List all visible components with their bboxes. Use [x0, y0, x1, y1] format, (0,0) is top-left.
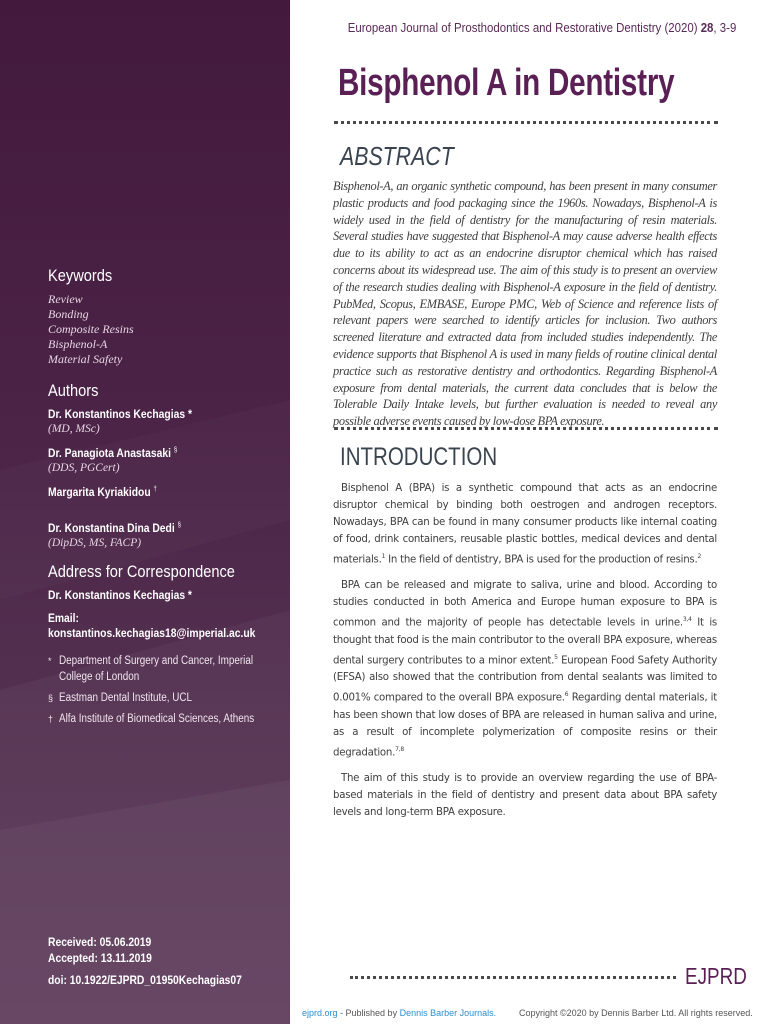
sidebar-content: [48, 266, 278, 732]
affiliation-list: [48, 653, 278, 727]
reference-marker: 3,4: [682, 616, 692, 624]
author-name: Dr. Panagiota Anastasaki §: [48, 446, 178, 460]
reference-marker: 2: [697, 553, 702, 560]
sidebar: [0, 0, 290, 1024]
publisher-link[interactable]: Dennis Barber Journals.: [399, 1008, 497, 1018]
keyword-list: [48, 292, 278, 367]
journal-citation: European Journal of Prosthodontics and Restorative Dentistry (2020) 28, 3-9: [347, 20, 737, 35]
affiliation-item: [48, 711, 278, 727]
abstract-heading: ABSTRACT: [340, 141, 454, 171]
keyword-item: Review: [48, 292, 83, 306]
affiliation-text: Alfa Institute of Biomedical Sciences, Athens: [59, 713, 255, 725]
author-degrees: (MD, MSc): [48, 423, 100, 435]
accepted-date: Accepted: 13.11.2019: [48, 951, 152, 965]
intro-paragraph: Bisphenol A (BPA) is a synthetic compound that acts as an endocrine disruptor chemical by binding both oestrogen and androgen receptors. Nowadays, BPA can be found in many consumer products like internal coating of food, drink containers, reusable plastic bottles, medical devices and dental materials.$^1$ In the field of dentistry, BPA is used for the production of resins.$^2$: [333, 483, 717, 566]
author-name: Dr. Konstantinos Kechagias *: [48, 407, 192, 421]
correspondence-name: Dr. Konstantinos Kechagias *: [48, 588, 192, 602]
title-divider: [334, 121, 718, 124]
keyword-item: Bisphenol-A: [48, 337, 108, 351]
author-name: Margarita Kyriakidou †: [48, 485, 157, 499]
keywords-heading: Keywords: [48, 266, 113, 285]
affiliation-mark: †: [48, 714, 54, 724]
journal-brand: EJPRD: [685, 963, 747, 989]
reference-marker: 7,8: [395, 745, 404, 753]
affiliation-mark: *: [48, 656, 52, 666]
reference-marker: 6: [564, 691, 569, 699]
page-footer: ejprd.org - Published by Dennis Barber Journals. Copyright ©2020 by Dennis Barber Ltd. All rights reserved.: [302, 1008, 753, 1018]
email-label: Email:: [48, 611, 79, 625]
abstract-text: Bisphenol-A, an organic synthetic compound, has been present in many consumer plastic products and food packaging since the 1960s. Nowadays, Bisphenol-A is widely used in the field of dentistry for the manufacturing of resin materials. Several studies have suggested that Bisphenol-A may cause adverse health effects due to its ability to act as an endocrine disruptor chemical which has raised concerns about its widespread use. The aim of this study is to present an overview of the research studies dealing with Bisphenol-A exposure in the field of dentistry. PubMed, Scopus, EMBASE, Europe PMC, Web of Science and reference lists of relevant papers were searched to identify articles for inclusion. Two authors screened literature and extracted data from included studies independently. The evidence supports that Bisphenol A is used in many fields of routine clinical dental practice such as restorative dentistry and orthodontics. Regarding Bisphenol-A exposure from dental materials, the current data concludes that is below the Tolerable Daily Intake levels, but further evaluation is needed to reveal any possible adverse events caused by low-dose BPA exposure.: [333, 179, 717, 429]
introduction-body: [333, 480, 717, 830]
introduction-heading: INTRODUCTION: [340, 443, 498, 471]
correspondence-heading: Address for Correspondence: [48, 562, 235, 581]
email-link[interactable]: konstantinos.kechagias18@imperial.ac.uk: [48, 626, 256, 640]
author-entry: [48, 518, 278, 550]
affiliation-item: [48, 653, 278, 685]
author-name: Dr. Konstantina Dina Dedi §: [48, 521, 181, 535]
affiliation-text: Department of Surgery and Cancer, Imperial College of London: [59, 655, 254, 683]
doi-link[interactable]: doi: 10.1922/EJPRD_01950Kechagias07: [48, 973, 242, 987]
keyword-item: Bonding: [48, 307, 89, 321]
footer-divider: [350, 976, 676, 979]
author-entry: [48, 482, 278, 500]
authors-heading: Authors: [48, 381, 99, 400]
affiliation-item: [48, 690, 278, 706]
reference-marker: 1: [381, 553, 386, 560]
reference-marker: 5: [554, 653, 558, 661]
author-entry: [48, 407, 278, 436]
site-link[interactable]: ejprd.org: [302, 1008, 338, 1018]
intro-paragraph: BPA can be released and migrate to saliva, urine and blood. According to studies conducted in both America and Europe human exposure to BPA is common and the majority of people has detectable levels in urine.$^{3,4}$ It is thought that food is the main contributor to the overall BPA exposure, whereas dental surgery contributes to a minor extent.$^5$ European Food Safety Authority (EFSA) also showed that the contribution from dental sealants was limited to 0.001% compared to the overall BPA exposure.$^6$ Regarding dental materials, it has been shown that low doses of BPA are released in human saliva and urine, as a result of incomplete polymerization of composite resins or their degradation.$^{7,8}$: [333, 580, 717, 758]
intro-paragraph: The aim of this study is to provide an overview regarding the use of BPA-based materials in the field of dentistry and present data about BPA safety levels and long-term BPA exposure.: [333, 772, 717, 818]
keyword-item: Composite Resins: [48, 322, 134, 336]
author-degrees: (DDS, PGCert): [48, 462, 120, 474]
copyright-text: Copyright ©2020 by Dennis Barber Ltd. All rights reserved.: [519, 1008, 753, 1018]
article-title: Bisphenol A in Dentistry: [338, 62, 675, 104]
author-entry: [48, 443, 278, 475]
keyword-item: Material Safety: [48, 352, 123, 366]
article-dates: [48, 934, 273, 988]
received-date: Received: 05.06.2019: [48, 935, 152, 949]
affiliation-mark: §: [48, 693, 54, 703]
abstract-divider: [334, 427, 718, 430]
affiliation-text: Eastman Dental Institute, UCL: [59, 692, 193, 704]
author-degrees: (DipDS, MS, FACP): [48, 537, 142, 549]
